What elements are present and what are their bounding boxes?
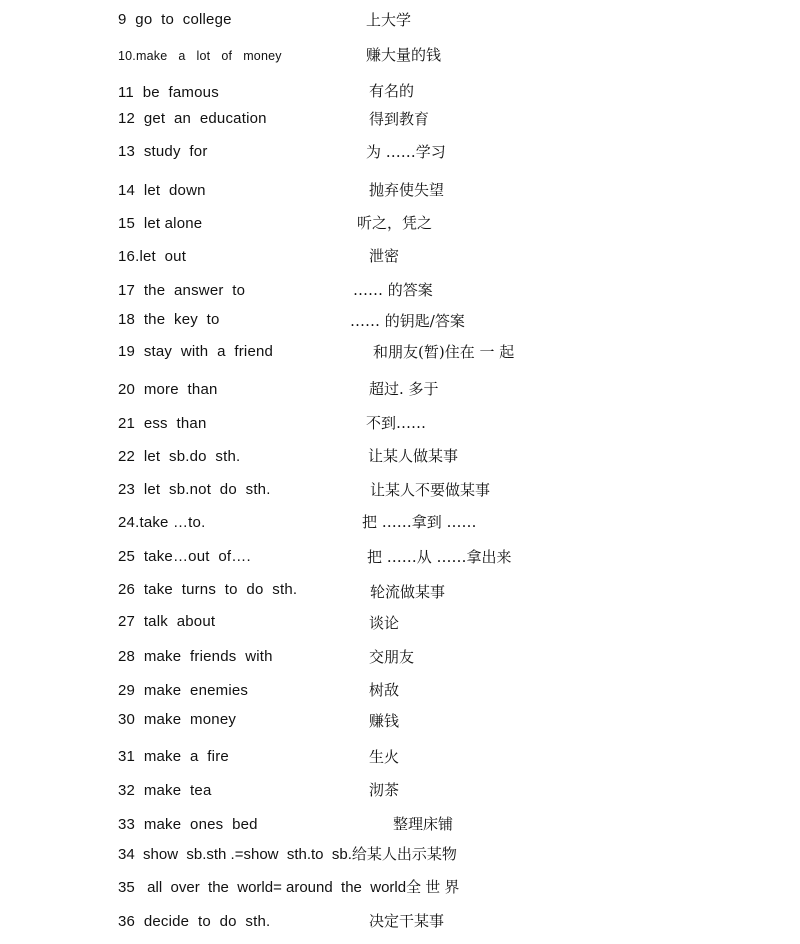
- phrase-zh: 生火: [369, 748, 400, 766]
- phrase-zh: 超过. 多于: [369, 380, 439, 398]
- phrase-en: 16.let out: [118, 248, 187, 265]
- phrase-zh: 得到教育: [369, 110, 430, 128]
- phrase-en: 11 be famous: [118, 84, 219, 101]
- phrase-en: 12 get an education: [118, 110, 267, 127]
- phrase-zh: 树敌: [369, 681, 400, 699]
- phrase-line-35: 35 all over the world= around the world全 世 界: [118, 879, 460, 896]
- phrase-zh: 上大学: [366, 11, 412, 29]
- phrase-zh: 抛弃使失望: [369, 181, 445, 199]
- phrase-en: 9 go to college: [118, 11, 232, 28]
- phrase-en: 31 make a fire: [118, 748, 229, 765]
- phrase-zh: 赚钱: [369, 712, 400, 730]
- phrase-line-34: 34 show sb.sth .=show sth.to sb.给某人出示某物: [118, 846, 457, 863]
- phrase-en: 25 take…out of….: [118, 548, 251, 565]
- phrase-zh: 和朋友(暂)住在 一 起: [373, 343, 515, 361]
- phrase-en: 32 make tea: [118, 782, 212, 799]
- phrase-zh: 为 ……学习: [366, 143, 446, 161]
- phrase-en: 23 let sb.not do sth.: [118, 481, 271, 498]
- phrase-zh: 把 ……拿到 ……: [362, 513, 477, 531]
- phrase-en: 33 make ones bed: [118, 816, 258, 833]
- phrase-en: 29 make enemies: [118, 682, 249, 699]
- phrase-zh: …… 的钥匙/答案: [350, 312, 465, 330]
- phrase-zh: 轮流做某事: [370, 583, 446, 601]
- phrase-en: 13 study for: [118, 143, 208, 160]
- phrase-en: 24.take …to.: [118, 514, 206, 531]
- phrase-en: 28 make friends with: [118, 648, 273, 665]
- phrase-zh: 沏茶: [369, 781, 400, 799]
- phrase-zh: 整理床铺: [393, 815, 454, 833]
- phrase-en: 30 make money: [118, 711, 237, 728]
- phrase-zh: 泄密: [369, 247, 400, 265]
- phrase-en: 36 decide to do sth.: [118, 913, 271, 930]
- phrase-en: 10.make a lot of money: [118, 49, 282, 63]
- phrase-en: 17 the answer to: [118, 282, 246, 299]
- phrase-en: 22 let sb.do sth.: [118, 448, 241, 465]
- phrase-zh: 赚大量的钱: [366, 46, 442, 64]
- phrase-zh: 有名的: [369, 82, 415, 100]
- phrase-zh: 让某人做某事: [368, 447, 459, 465]
- phrase-zh: …… 的答案: [353, 281, 433, 299]
- phrase-en: 14 let down: [118, 182, 206, 199]
- phrase-zh: 谈论: [369, 614, 400, 632]
- phrase-en: 27 talk about: [118, 613, 216, 630]
- phrase-zh: 交朋友: [369, 648, 415, 666]
- phrase-en: 18 the key to: [118, 311, 220, 328]
- phrase-zh: 不到……: [366, 414, 427, 432]
- phrase-en: 21 ess than: [118, 415, 207, 432]
- phrase-en: 26 take turns to do sth.: [118, 581, 298, 598]
- phrase-en: 15 let alone: [118, 215, 203, 232]
- phrase-zh: 把 ……从 ……拿出来: [367, 548, 512, 566]
- phrase-zh: 让某人不要做某事: [370, 481, 491, 499]
- phrase-zh: 决定干某事: [369, 912, 445, 930]
- phrase-en: 20 more than: [118, 381, 218, 398]
- phrase-en: 19 stay with a friend: [118, 343, 274, 360]
- phrase-zh: 听之，凭之: [357, 214, 433, 232]
